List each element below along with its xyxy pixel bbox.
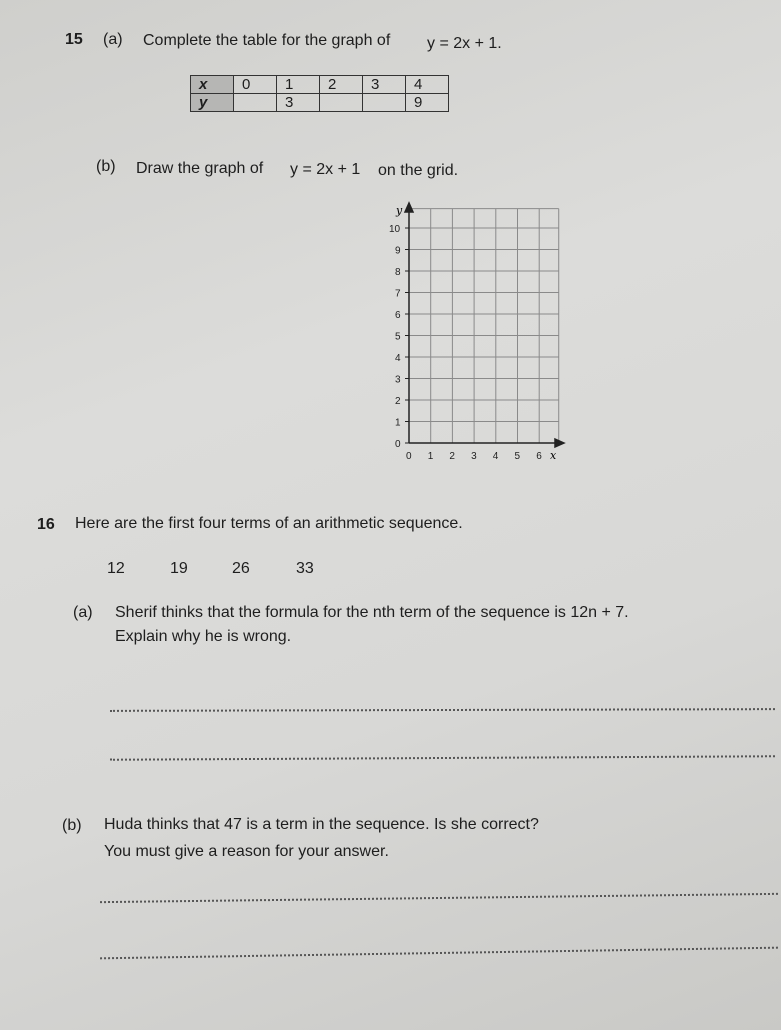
y-tick-label: 3 bbox=[395, 374, 401, 386]
q16-part-a-label: (a) bbox=[73, 604, 93, 621]
x-header: x bbox=[191, 76, 234, 94]
y-axis-arrow-icon bbox=[405, 203, 413, 212]
part-a-text: Complete the table for the graph of bbox=[143, 32, 391, 49]
part-b-label: (b) bbox=[96, 158, 116, 175]
q16-intro: Here are the first four terms of an arithmetic sequence. bbox=[75, 515, 463, 532]
x-tick-label: 5 bbox=[514, 451, 521, 462]
y-tick-label: 9 bbox=[395, 245, 401, 257]
y-cell[interactable] bbox=[363, 94, 406, 112]
table-row bbox=[191, 76, 449, 94]
coordinate-grid[interactable] bbox=[360, 195, 580, 475]
y-tick-label: 4 bbox=[395, 353, 401, 364]
q16-part-b-label: (b) bbox=[62, 817, 82, 834]
y-tick-label: 6 bbox=[395, 310, 401, 321]
y-tick-label: 10 bbox=[389, 224, 401, 235]
y-tick-label: 5 bbox=[395, 331, 401, 343]
y-cell: 9 bbox=[406, 94, 449, 112]
answer-line[interactable] bbox=[100, 947, 778, 960]
q16-part-a-line1: Sherif thinks that the formula for the nth term of the sequence is 12n + 7. bbox=[115, 604, 629, 621]
answer-line[interactable] bbox=[100, 893, 778, 903]
part-b-equation: y = 2x + 1 bbox=[290, 161, 361, 178]
x-tick-label: 6 bbox=[536, 451, 542, 462]
sequence-term: 12 bbox=[107, 560, 125, 577]
values-table bbox=[190, 75, 449, 112]
y-cell: 3 bbox=[277, 94, 320, 112]
x-cell: 0 bbox=[234, 76, 277, 94]
y-tick-label: 0 bbox=[395, 439, 401, 450]
y-tick-label: 8 bbox=[395, 267, 401, 278]
question-16-number: 16 bbox=[37, 516, 55, 533]
sequence-term: 19 bbox=[170, 560, 188, 577]
x-axis-arrow-icon bbox=[555, 439, 564, 447]
part-b-text: Draw the graph of bbox=[136, 160, 264, 177]
x-cell: 3 bbox=[363, 76, 406, 94]
x-cell: 4 bbox=[406, 76, 449, 94]
sequence-term: 33 bbox=[296, 560, 314, 577]
y-tick-label: 1 bbox=[395, 417, 401, 429]
part-a-equation: y = 2x + 1. bbox=[427, 35, 502, 52]
q16-part-b-line2: You must give a reason for your answer. bbox=[104, 843, 389, 860]
answer-line[interactable] bbox=[110, 708, 775, 712]
x-tick-label: 1 bbox=[427, 451, 434, 462]
y-tick-label: 2 bbox=[395, 396, 401, 407]
table-row bbox=[191, 94, 449, 112]
part-a-label: (a) bbox=[103, 31, 123, 48]
x-tick-label: 0 bbox=[406, 451, 412, 462]
y-header: y bbox=[191, 94, 234, 112]
q16-part-b-line1: Huda thinks that 47 is a term in the sequence. Is she correct? bbox=[104, 816, 539, 833]
x-axis-label: x bbox=[550, 449, 557, 462]
y-tick-label: 7 bbox=[395, 288, 401, 300]
sequence-term: 26 bbox=[232, 560, 250, 577]
x-tick-label: 2 bbox=[449, 451, 455, 462]
y-cell[interactable] bbox=[234, 94, 277, 112]
x-cell: 1 bbox=[277, 76, 320, 94]
x-tick-label: 4 bbox=[492, 451, 499, 462]
q16-part-a-line2: Explain why he is wrong. bbox=[115, 628, 292, 645]
answer-line[interactable] bbox=[110, 755, 775, 760]
y-axis-label: y bbox=[396, 204, 403, 217]
part-b-text-after: on the grid. bbox=[378, 162, 459, 179]
question-15-number: 15 bbox=[65, 31, 83, 48]
x-cell: 2 bbox=[320, 76, 363, 94]
x-tick-label: 3 bbox=[471, 451, 477, 462]
y-cell[interactable] bbox=[320, 94, 363, 112]
